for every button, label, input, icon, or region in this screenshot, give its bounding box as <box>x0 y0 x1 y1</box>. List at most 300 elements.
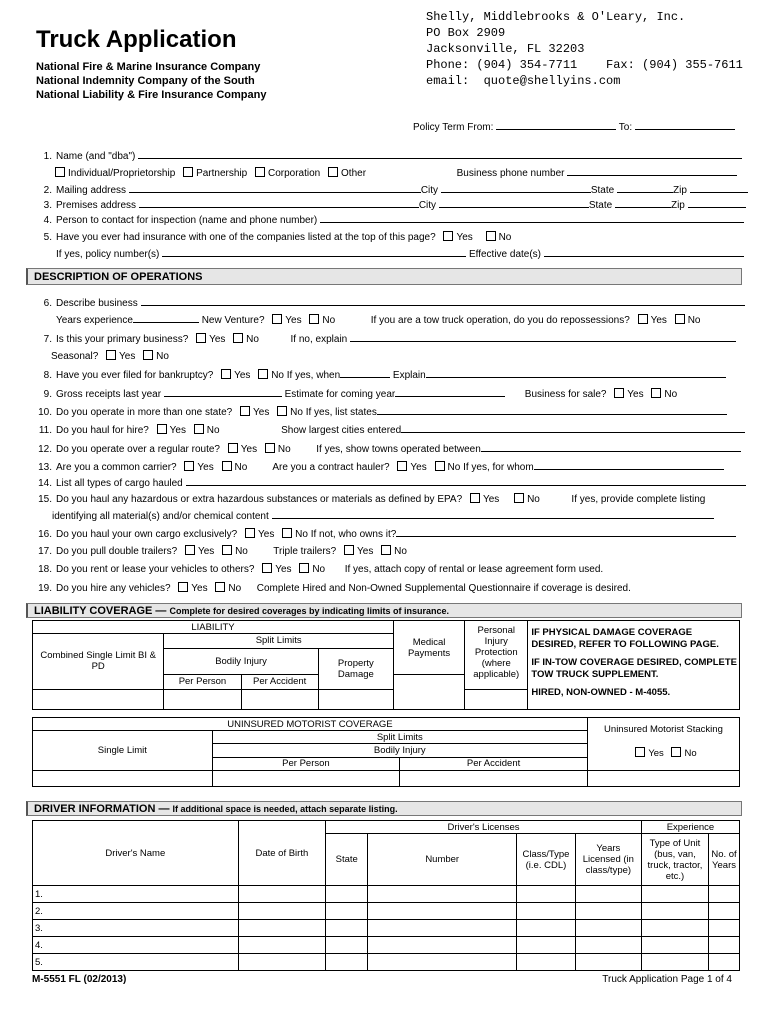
q-number: 9. <box>43 389 52 400</box>
for-whom-label: If yes, for whom <box>463 462 534 473</box>
yes-label: Yes <box>627 389 644 400</box>
checkbox[interactable] <box>675 314 685 324</box>
q-number: 15. <box>38 494 52 505</box>
class-cell[interactable] <box>517 954 576 971</box>
show-towns-label: If yes, show towns operated between <box>316 444 481 455</box>
checkbox[interactable] <box>228 443 238 453</box>
estimate-field[interactable] <box>395 387 505 397</box>
type-cell[interactable] <box>641 954 708 971</box>
form-number: M-5551 FL (02/2013) <box>32 974 127 985</box>
insurer-name: National Fire & Marine Insurance Company <box>36 61 261 73</box>
no-label: No <box>235 546 248 557</box>
no-label: No <box>447 462 461 473</box>
per-accident-header: Per Accident <box>241 675 318 689</box>
q-number: 4. <box>43 215 52 226</box>
no-label: No <box>271 370 284 381</box>
checkbox[interactable] <box>614 388 624 398</box>
agency-email: email: quote@shellyins.com <box>426 74 621 88</box>
no-label: No <box>290 407 303 418</box>
q3-row <box>32 198 746 211</box>
type-cell[interactable] <box>641 937 708 954</box>
q4-label: Person to contact for inspection (name and phone number) <box>56 215 318 226</box>
when-label: If yes, when <box>286 370 341 381</box>
yes-label: Yes <box>197 462 214 473</box>
q1-row <box>32 149 742 162</box>
um-per-accident-header: Per Accident <box>400 757 588 770</box>
state-field[interactable] <box>617 183 673 193</box>
state-cell[interactable] <box>326 937 368 954</box>
no-label: No <box>277 444 291 455</box>
dob-cell[interactable] <box>238 937 326 954</box>
checkbox[interactable] <box>282 528 292 538</box>
um-stacking <box>587 718 739 771</box>
q1-label: Name (and "dba") <box>56 151 136 162</box>
states-field[interactable] <box>377 405 727 415</box>
type-label: Other <box>341 168 367 179</box>
q-number: 11. <box>38 425 52 436</box>
no-label: No <box>527 494 540 505</box>
q9-label: Gross receipts last year <box>56 389 162 400</box>
exp-cell[interactable] <box>709 937 740 954</box>
q8-row <box>32 368 726 381</box>
policy-numbers-field[interactable] <box>162 247 466 257</box>
q9-row <box>32 387 677 400</box>
bi-accident-cell[interactable] <box>241 689 318 709</box>
q17-row <box>32 545 407 557</box>
exp-cell[interactable] <box>709 886 740 903</box>
q-number: 7. <box>43 334 52 345</box>
q4-row <box>32 213 744 226</box>
policy-numbers-label: If yes, policy number(s) <box>56 249 160 260</box>
form-title: Truck Application <box>36 26 237 53</box>
section-title: DESCRIPTION OF OPERATIONS <box>34 271 203 283</box>
q6-label: Describe business <box>56 298 138 309</box>
agency-phone: Phone: (904) 354-7711 Fax: (904) 355-7611 <box>426 58 743 72</box>
q-number: 3. <box>43 200 52 211</box>
triple-label: Triple trailers? <box>273 546 337 557</box>
driver-row-number[interactable]: 3. <box>33 920 239 937</box>
section-title: LIABILITY COVERAGE — <box>34 605 167 617</box>
no-label: No <box>664 389 678 400</box>
checkbox[interactable] <box>183 167 193 177</box>
zip-field[interactable] <box>688 198 746 208</box>
q-number: 8. <box>43 370 52 381</box>
explain-field[interactable] <box>350 332 736 342</box>
state-header: State <box>326 834 368 886</box>
table-row <box>33 903 740 920</box>
checkbox[interactable] <box>194 424 204 434</box>
q19-row <box>32 582 631 594</box>
checkbox[interactable] <box>651 388 661 398</box>
medical-header: Medical Payments <box>393 621 464 675</box>
single-limit-header: Single Limit <box>33 731 213 771</box>
policy-term-to-label: To: <box>618 122 633 133</box>
insurer-name: National Liability & Fire Insurance Company <box>36 89 267 101</box>
class-cell[interactable] <box>517 886 576 903</box>
q7-label: Is this your primary business? <box>56 334 189 345</box>
yes-label: Yes <box>482 494 500 505</box>
q7-row <box>32 332 736 345</box>
q-number: 6. <box>43 298 52 309</box>
q2-row <box>32 183 748 196</box>
q10-row <box>32 405 727 418</box>
yes-label: Yes <box>648 748 664 759</box>
q-number: 18. <box>38 564 52 575</box>
yes-label: Yes <box>234 370 251 381</box>
no-label: No <box>295 529 308 540</box>
materials-field[interactable] <box>272 509 714 519</box>
years-cell[interactable] <box>575 886 641 903</box>
um-title: UNINSURED MOTORIST COVERAGE <box>33 718 588 731</box>
policy-term <box>413 120 735 133</box>
q-number: 19. <box>38 583 52 594</box>
city-field[interactable] <box>439 198 589 208</box>
checkbox[interactable] <box>222 461 232 471</box>
checkbox[interactable] <box>221 369 231 379</box>
largest-cities-label: Show largest cities entered <box>281 425 402 436</box>
um-accident-cell[interactable] <box>400 770 588 786</box>
q14-label: List all types of cargo hauled <box>56 478 183 489</box>
number-cell[interactable] <box>368 920 517 937</box>
years-cell[interactable] <box>575 903 641 920</box>
premises-field[interactable] <box>139 198 419 208</box>
driver-table <box>32 820 740 971</box>
no-label: No <box>234 462 248 473</box>
number-cell[interactable] <box>368 886 517 903</box>
q15b-row <box>52 509 714 522</box>
um-person-cell[interactable] <box>212 770 400 786</box>
business-phone-field[interactable] <box>567 166 737 176</box>
type-cell[interactable] <box>641 920 708 937</box>
checkbox[interactable] <box>258 369 268 379</box>
driver-row-number[interactable]: 1. <box>33 886 239 903</box>
name-field[interactable] <box>138 149 742 159</box>
experience-header: Experience <box>641 821 739 834</box>
years-licensed-header: Years Licensed (in class/type) <box>575 834 641 886</box>
liability-section-header <box>26 603 742 618</box>
licenses-header: Driver's Licenses <box>326 821 642 834</box>
for-whom-field[interactable] <box>534 460 724 470</box>
ops-section-header <box>26 268 742 285</box>
tow-repo-label: If you are a tow truck operation, do you do repossessions? <box>370 315 630 326</box>
gross-receipts-field[interactable] <box>164 387 282 397</box>
cities-field[interactable] <box>401 423 745 433</box>
exp-cell[interactable] <box>709 954 740 971</box>
note-in-tow: IF IN-TOW COVERAGE DESIRED, COMPLETE TOW TRUCK SUPPLEMENT. <box>531 657 737 680</box>
q10-label: Do you operate in more than one state? <box>56 407 233 418</box>
business-phone-label: Business phone number <box>456 168 565 179</box>
state-label: State <box>588 200 613 211</box>
no-label: No <box>498 232 512 243</box>
table-row <box>33 920 740 937</box>
years-cell[interactable] <box>575 954 641 971</box>
type-cell[interactable] <box>641 903 708 920</box>
class-cell[interactable] <box>517 937 576 954</box>
csl-header: Combined Single Limit BI & PD <box>33 634 164 689</box>
liability-table <box>32 620 740 710</box>
seasonal-label: Seasonal? <box>51 351 99 362</box>
effective-dates-field[interactable] <box>544 247 744 257</box>
checkbox[interactable] <box>435 461 445 471</box>
checkbox[interactable] <box>443 231 453 241</box>
yes-label: Yes <box>410 462 427 473</box>
zip-label: Zip <box>670 200 685 211</box>
q11-row <box>32 423 745 436</box>
policy-to-field[interactable] <box>635 120 735 130</box>
checkbox[interactable] <box>262 563 272 573</box>
class-cell[interactable] <box>517 903 576 920</box>
state-label: State <box>590 185 615 196</box>
note-hired: HIRED, NON-OWNED - M-4055. <box>531 687 671 698</box>
q-number: 12. <box>38 444 52 455</box>
exp-cell[interactable] <box>709 903 740 920</box>
list-states-label: If yes, list states <box>305 407 377 418</box>
yes-label: Yes <box>650 315 667 326</box>
yes-label: Yes <box>169 425 186 436</box>
years-exp-label: Years experience <box>56 315 133 326</box>
stacking-options <box>590 747 737 759</box>
driver-row-number[interactable]: 5. <box>33 954 239 971</box>
q11-label: Do you haul for hire? <box>56 425 149 436</box>
checkbox[interactable] <box>157 424 167 434</box>
checkbox[interactable] <box>184 461 194 471</box>
insurer-name: National Indemnity Company of the South <box>36 75 255 87</box>
explain-label: If no, explain <box>290 334 348 345</box>
no-label: No <box>246 334 259 345</box>
checkbox[interactable] <box>255 167 265 177</box>
checkbox[interactable] <box>196 333 206 343</box>
q-number: 10. <box>38 407 52 418</box>
towns-field[interactable] <box>481 442 741 452</box>
q18-row <box>32 563 603 575</box>
liability-header: LIABILITY <box>33 621 394 634</box>
contract-hauler-label: Are you a contract hauler? <box>272 462 390 473</box>
rental-label: If yes, attach copy of rental or lease agreement form used. <box>344 564 604 575</box>
checkbox[interactable] <box>277 406 287 416</box>
for-sale-label: Business for sale? <box>524 389 607 400</box>
dob-cell[interactable] <box>238 920 326 937</box>
pd-accident-cell[interactable] <box>318 689 393 709</box>
q-number: 17. <box>38 546 52 557</box>
checkbox[interactable] <box>178 582 188 592</box>
state-cell[interactable] <box>326 954 368 971</box>
dob-header: Date of Birth <box>238 821 326 886</box>
type-label: Partnership <box>196 168 248 179</box>
um-table <box>32 717 740 787</box>
exp-cell[interactable] <box>709 920 740 937</box>
um-stack-cell <box>587 770 739 786</box>
checkbox[interactable] <box>309 314 319 324</box>
checkbox[interactable] <box>106 350 116 360</box>
q16-label: Do you haul your own cargo exclusively? <box>56 529 238 540</box>
checkbox[interactable] <box>671 747 681 757</box>
type-cell[interactable] <box>641 886 708 903</box>
yes-label: Yes <box>258 529 275 540</box>
policy-term-from-label: Policy Term From: <box>413 122 494 133</box>
table-row <box>33 937 740 954</box>
checkbox[interactable] <box>381 545 391 555</box>
listing-label: If yes, provide complete listing <box>571 494 706 505</box>
type-label: Individual/Proprietorship <box>68 168 176 179</box>
years-cell[interactable] <box>575 920 641 937</box>
checkbox[interactable] <box>470 493 480 503</box>
no-label: No <box>228 583 242 594</box>
checkbox[interactable] <box>185 545 195 555</box>
effective-dates-label: Effective date(s) <box>468 249 542 260</box>
q-number: 13. <box>38 462 52 473</box>
yes-label: Yes <box>253 407 270 418</box>
agency-city: Jacksonville, FL 32203 <box>426 42 585 56</box>
page-number: Truck Application Page 1 of 4 <box>602 974 732 985</box>
checkbox[interactable] <box>272 314 282 324</box>
pip-header: Personal Injury Protection (where applicable) <box>465 621 528 690</box>
checkbox[interactable] <box>215 582 225 592</box>
mailing-field[interactable] <box>129 183 421 193</box>
pip-cell[interactable] <box>465 689 528 709</box>
checkbox[interactable] <box>299 563 309 573</box>
q6-row <box>32 296 745 309</box>
entity-type-row <box>50 166 737 179</box>
owner-field[interactable] <box>396 527 736 537</box>
no-label: No <box>206 425 220 436</box>
checkbox[interactable] <box>265 443 275 453</box>
yes-label: Yes <box>357 546 374 557</box>
checkbox[interactable] <box>635 747 645 757</box>
checkbox[interactable] <box>486 231 496 241</box>
yes-label: Yes <box>285 315 302 326</box>
new-venture-label: New Venture? <box>201 315 265 326</box>
checkbox[interactable] <box>245 528 255 538</box>
number-header: Number <box>368 834 517 886</box>
q5-label: Have you ever had insurance with one of the companies listed at the top of this page? <box>56 232 436 243</box>
no-label: No <box>684 748 697 759</box>
estimate-label: Estimate for coming year <box>284 389 396 400</box>
bi-person-cell[interactable] <box>164 689 241 709</box>
driver-name-header: Driver's Name <box>33 821 239 886</box>
q12-row <box>32 442 741 455</box>
section-title: DRIVER INFORMATION — <box>34 803 170 815</box>
agency-address: PO Box 2909 <box>426 26 506 40</box>
yes-label: Yes <box>191 583 208 594</box>
when-field[interactable] <box>340 368 390 378</box>
checkbox[interactable] <box>397 461 407 471</box>
no-label: No <box>312 564 326 575</box>
city-label: City <box>418 200 437 211</box>
q18-label: Do you rent or lease your vehicles to others? <box>56 564 255 575</box>
yes-label: Yes <box>209 334 226 345</box>
per-person-header: Per Person <box>164 675 241 689</box>
type-unit-header: Type of Unit (bus, van, truck, tractor, etc.) <box>641 834 708 886</box>
years-field[interactable] <box>133 313 199 323</box>
no-label: No <box>687 315 701 326</box>
who-owns-label: If not, who owns it? <box>310 529 397 540</box>
q12-label: Do you operate over a regular route? <box>56 444 220 455</box>
checkbox[interactable] <box>514 493 524 503</box>
policy-number-row <box>56 247 744 260</box>
dob-cell[interactable] <box>238 903 326 920</box>
checkbox[interactable] <box>233 333 243 343</box>
q17-label: Do you pull double trailers? <box>56 546 178 557</box>
number-cell[interactable] <box>368 954 517 971</box>
yes-label: Yes <box>119 351 136 362</box>
seasonal-row <box>51 350 169 362</box>
no-label: No <box>394 546 407 557</box>
bankruptcy-explain-field[interactable] <box>426 368 726 378</box>
city-label: City <box>420 185 439 196</box>
split-limits-header: Split Limits <box>164 634 394 648</box>
state-cell[interactable] <box>326 886 368 903</box>
contact-field[interactable] <box>320 213 744 223</box>
q13-row <box>32 460 724 473</box>
q15-label: Do you haul any hazardous or extra hazardous substances or materials as defined by EPA? <box>56 494 463 505</box>
q8-label: Have you ever filed for bankruptcy? <box>56 370 214 381</box>
checkbox[interactable] <box>55 167 65 177</box>
driver-row-number[interactable]: 2. <box>33 903 239 920</box>
business-field[interactable] <box>141 296 745 306</box>
state-field[interactable] <box>615 198 671 208</box>
dob-cell[interactable] <box>238 886 326 903</box>
um-single-cell[interactable] <box>33 770 213 786</box>
q19-label: Do you hire any vehicles? <box>56 583 171 594</box>
yes-label: Yes <box>456 232 473 243</box>
checkbox[interactable] <box>344 545 354 555</box>
medical-cell[interactable] <box>393 675 464 710</box>
explain-label: Explain <box>392 370 426 381</box>
property-damage-header: Property Damage <box>318 648 393 689</box>
checkbox[interactable] <box>328 167 338 177</box>
um-per-person-header: Per Person <box>212 757 400 770</box>
years-exp-row <box>56 313 701 326</box>
checkbox[interactable] <box>240 406 250 416</box>
no-label: No <box>156 351 169 362</box>
class-cell[interactable] <box>517 920 576 937</box>
table-row <box>33 886 740 903</box>
agency-block <box>426 9 743 89</box>
q-number: 2. <box>43 185 52 196</box>
no-label: No <box>322 315 336 326</box>
zip-label: Zip <box>672 185 687 196</box>
checkbox[interactable] <box>143 350 153 360</box>
driver-row-number[interactable]: 4. <box>33 937 239 954</box>
q16-row <box>32 527 736 540</box>
cargo-field[interactable] <box>186 476 746 486</box>
yes-label: Yes <box>197 546 215 557</box>
state-cell[interactable] <box>326 920 368 937</box>
class-header: Class/Type (i.e. CDL) <box>517 834 576 886</box>
insurer-list <box>36 60 266 102</box>
hired-label: Complete Hired and Non-Owned Supplemental Questionnaire if coverage is desired. <box>256 583 631 594</box>
years-cell[interactable] <box>575 937 641 954</box>
bodily-injury-header: Bodily Injury <box>164 648 318 675</box>
q-number: 14. <box>38 478 52 489</box>
checkbox[interactable] <box>638 314 648 324</box>
q-number: 1. <box>43 151 52 162</box>
q3-label: Premises address <box>56 200 137 211</box>
state-cell[interactable] <box>326 903 368 920</box>
zip-field[interactable] <box>690 183 748 193</box>
checkbox[interactable] <box>222 545 232 555</box>
number-cell[interactable] <box>368 937 517 954</box>
policy-from-field[interactable] <box>496 120 616 130</box>
csl-cell[interactable] <box>33 689 164 709</box>
coverage-notes <box>528 621 740 710</box>
number-cell[interactable] <box>368 903 517 920</box>
dob-cell[interactable] <box>238 954 326 971</box>
city-field[interactable] <box>441 183 591 193</box>
note-physical-damage: IF PHYSICAL DAMAGE COVERAGE DESIRED, REFER TO FOLLOWING PAGE. <box>531 627 719 650</box>
stacking-label: Uninsured Motorist Stacking <box>604 724 723 735</box>
um-bi-header: Bodily Injury <box>212 744 587 757</box>
